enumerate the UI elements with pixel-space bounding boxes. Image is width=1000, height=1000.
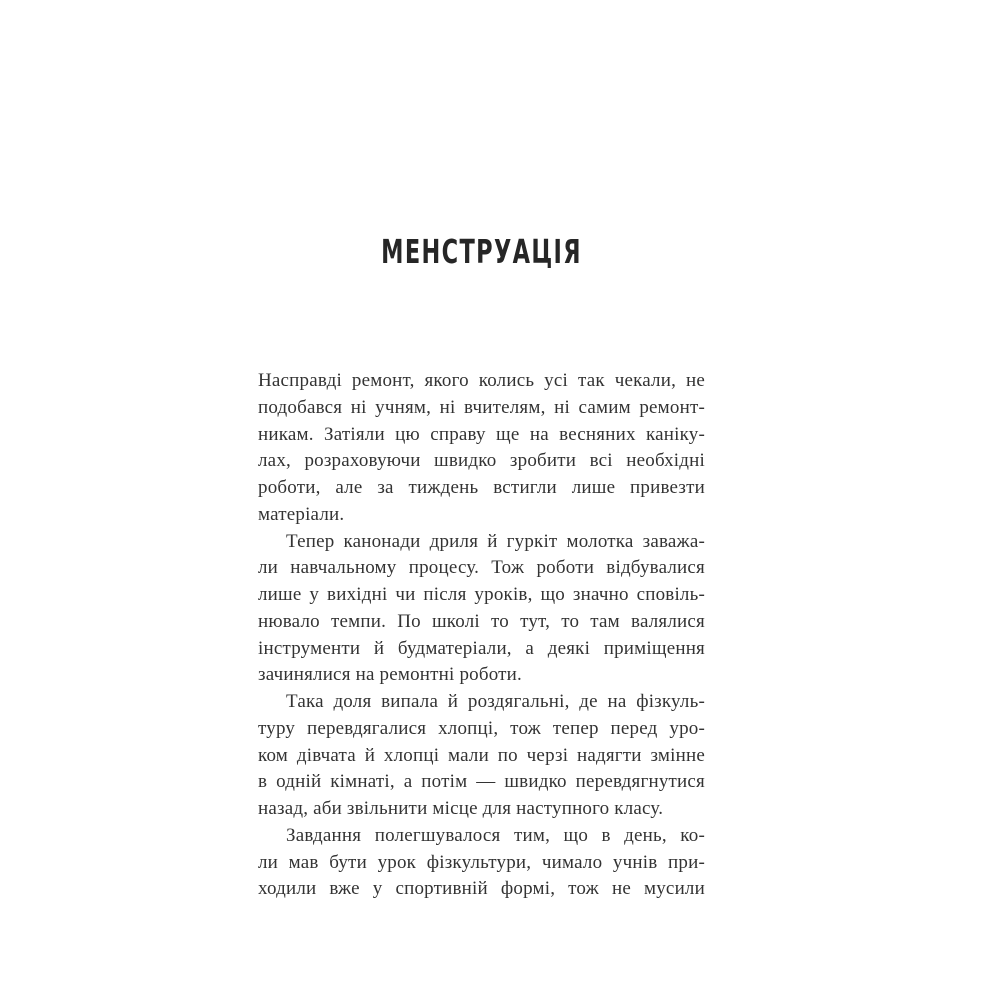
text-line: назад, аби звільнити місце для наступного класу. xyxy=(258,798,664,819)
text-line: Завдання полегшувалося тим, що в день, ко- xyxy=(286,824,705,846)
text-line: ходили вже у спортивній формі, тож не мусили xyxy=(258,878,705,900)
text-line: лише у вихідні чи після уроків, що значно сповіль- xyxy=(258,584,705,605)
body-text xyxy=(258,368,705,903)
text-line: ли мав бути урок фізкультури, чимало учнів при- xyxy=(258,851,705,873)
text-line: подобався ні учням, ні вчителям, ні самим ремонт- xyxy=(258,396,705,418)
text-line: никам. Затіяли цю справу ще на весняних каніку- xyxy=(258,423,705,445)
text-line: зачинялися на ремонтні роботи. xyxy=(258,664,522,686)
text-line: туру перевдягалися хлопці, тож тепер перед уро- xyxy=(258,717,705,739)
text-line: нювало темпи. По школі то тут, то там валялися xyxy=(258,610,705,632)
text-line: в одній кімнаті, а потім — швидко перевдягнутися xyxy=(258,771,705,793)
page-column xyxy=(258,232,705,900)
chapter-title: МЕНСТРУАЦІЯ xyxy=(381,232,582,271)
text-line: Насправді ремонт, якого колись усі так чекали, не xyxy=(258,370,705,391)
text-line: Така доля випала й роздягальні, де на фізкуль- xyxy=(286,691,705,712)
text-line: лах, розраховуючи швидко зробити всі необхідні xyxy=(258,450,705,472)
text-line: роботи, але за тиждень встигли лише привезти xyxy=(258,477,705,498)
text-line: ли навчальному процесу. Тож роботи відбувалися xyxy=(258,557,705,579)
text-line: інструменти й будматеріали, а деякі приміщення xyxy=(258,637,705,659)
text-line: матеріали. xyxy=(258,503,345,525)
text-line: Тепер канонади дриля й гуркіт молотка заважа- xyxy=(286,530,705,552)
text-line: ком дівчата й хлопці мали по черзі надягти змінне xyxy=(258,744,705,766)
